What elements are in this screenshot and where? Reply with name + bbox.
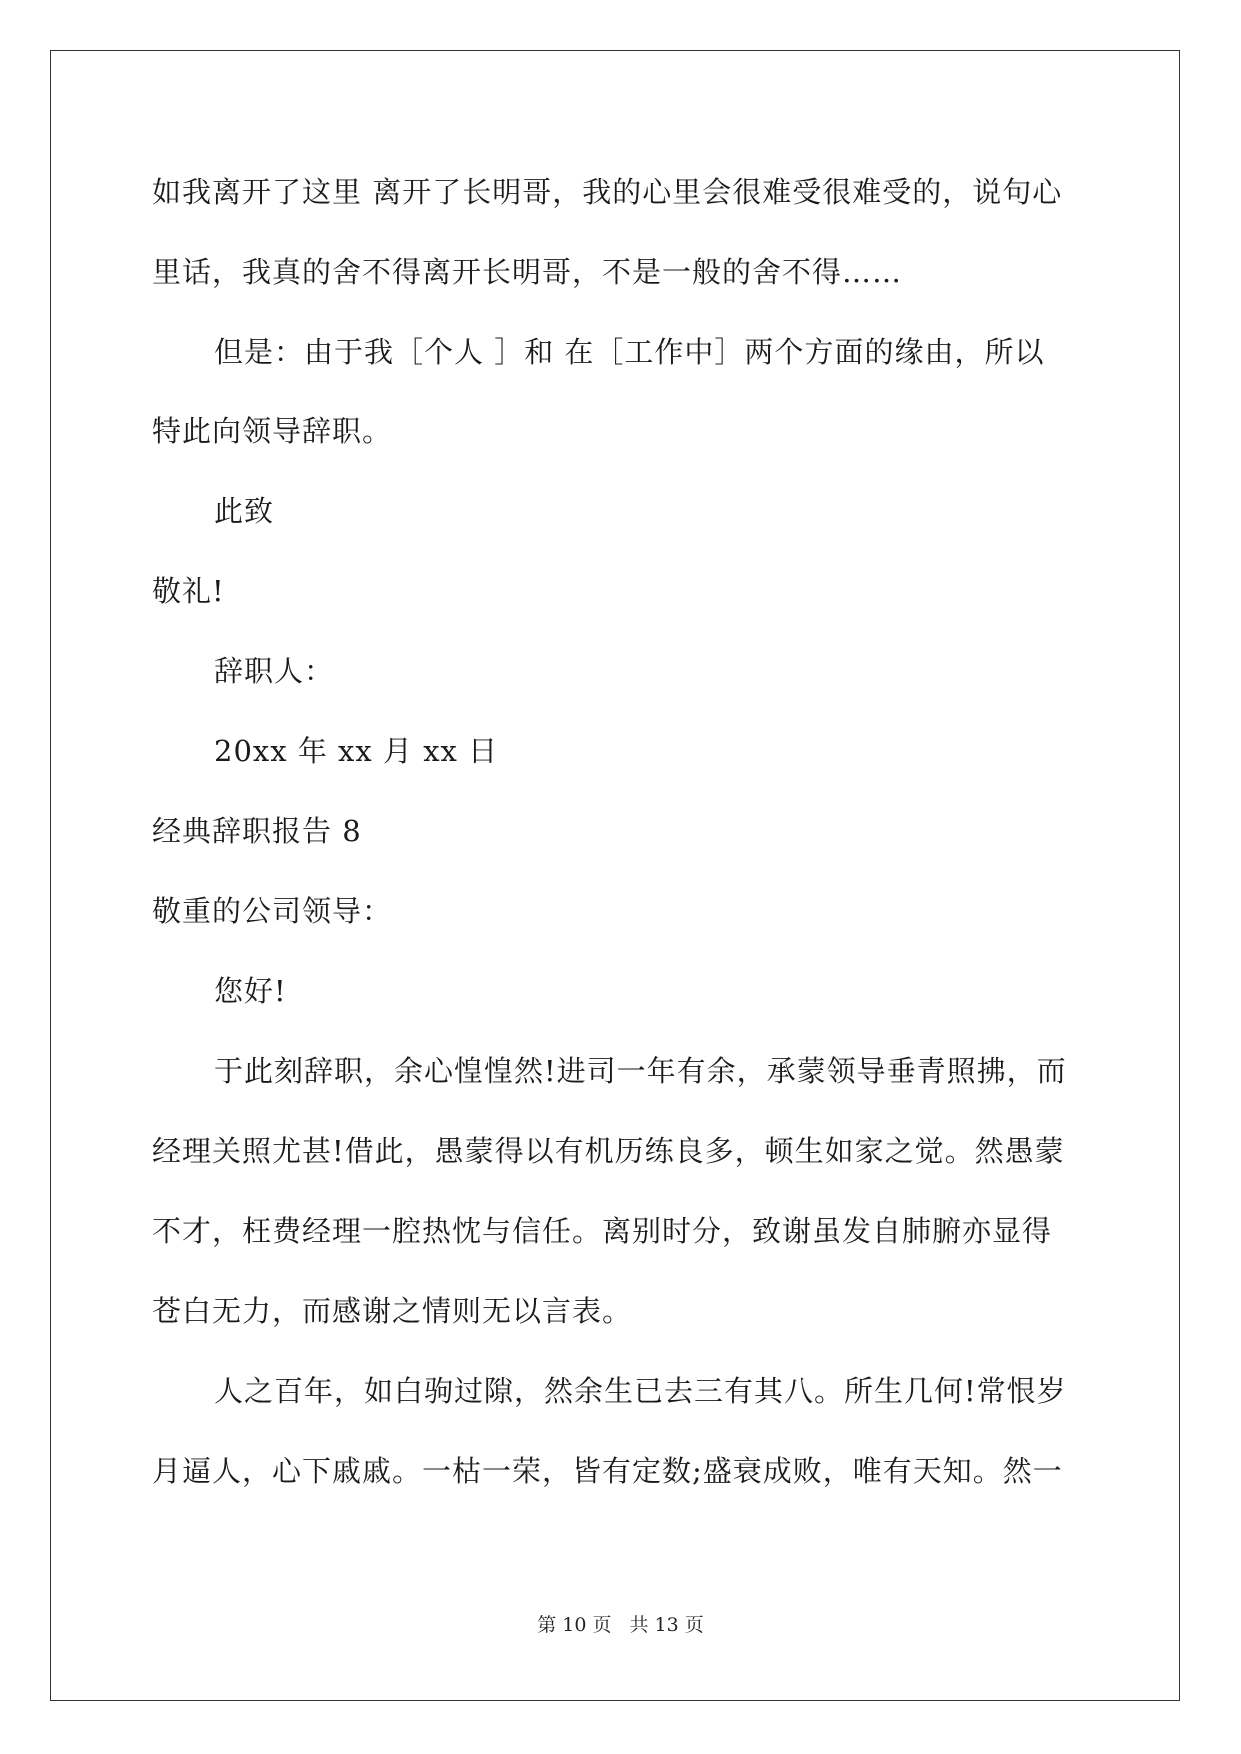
date-line: 20xx 年 xx 月 xx 日 — [214, 734, 499, 768]
page-number: 第 10 页 — [537, 1614, 612, 1636]
greeting-hello: 您好! — [214, 974, 287, 1008]
text-line: 不才，枉费经理一腔热忱与信任。离别时分，致谢虽发自肺腑亦显得 — [152, 1214, 1053, 1248]
page-footer — [0, 1612, 1241, 1638]
text-line: 特此向领导辞职。 — [152, 414, 393, 448]
page-total: 共 13 页 — [629, 1614, 704, 1636]
text-line: 苍白无力，而感谢之情则无以言表。 — [152, 1294, 633, 1328]
text-line: 经理关照尤甚!借此，愚蒙得以有机历练良多，顿生如家之觉。然愚蒙 — [152, 1134, 1065, 1168]
section-heading: 经典辞职报告 8 — [152, 814, 362, 848]
text-line: 月逼人，心下戚戚。一枯一荣，皆有定数;盛衰成败，唯有天知。然一 — [152, 1454, 1063, 1488]
signature-label: 辞职人： — [214, 654, 335, 688]
closing-regards: 敬礼! — [152, 574, 225, 608]
text-line: 如我离开了这里 离开了长明哥，我的心里会很难受很难受的，说句心 — [152, 175, 1063, 209]
closing-salutation: 此致 — [214, 494, 275, 528]
text-line: 于此刻辞职，余心惶惶然!进司一年有余，承蒙领导垂青照拂，而 — [214, 1054, 1067, 1088]
text-line: 人之百年，如白驹过隙，然余生已去三有其八。所生几何!常恨岁 — [214, 1374, 1067, 1408]
greeting: 敬重的公司领导： — [152, 894, 393, 928]
text-line: 但是：由于我［个人 ］和 在［工作中］两个方面的缘由，所以 — [214, 335, 1045, 369]
text-line: 里话，我真的舍不得离开长明哥，不是一般的舍不得…… — [152, 255, 903, 289]
